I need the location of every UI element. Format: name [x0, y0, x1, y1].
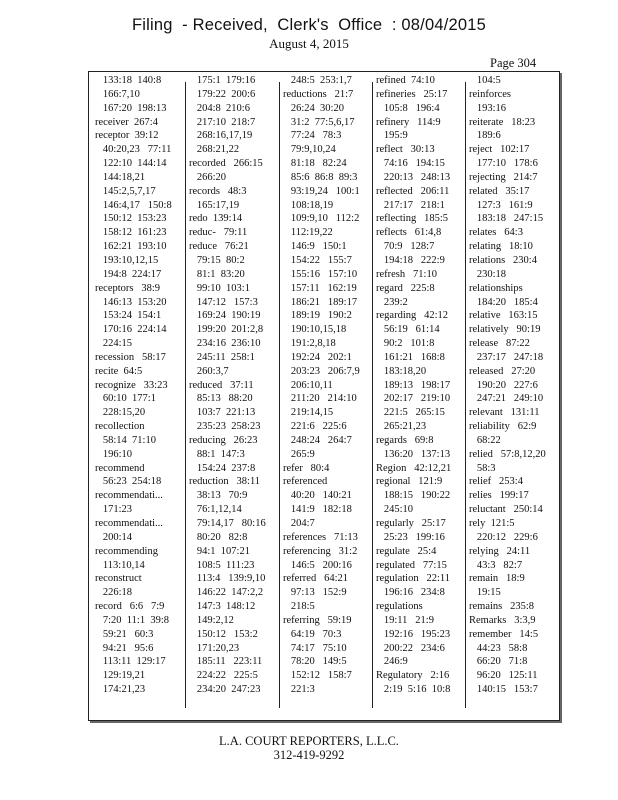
index-entry-line: reject 102:17: [469, 144, 530, 156]
index-entry-line: 189:6: [469, 130, 501, 142]
index-entry-line: 217:17 218:1: [376, 199, 445, 211]
index-entry-line: 193:16: [469, 102, 507, 114]
index-entry-line: 157:11 162:19: [283, 282, 357, 294]
index-entry-line: 81:1 83:20: [189, 268, 245, 280]
index-entry-line: 109:9,10 112:2: [283, 213, 360, 225]
index-entry-line: 146:5 200:16: [283, 559, 352, 571]
index-entry-line: 122:10 144:14: [95, 158, 167, 170]
index-entry-line: reinforces: [469, 88, 511, 100]
index-entry-line: 79:9,10,24: [283, 144, 336, 156]
index-entry-line: refresh 71:10: [376, 268, 437, 280]
index-entry-line: 220:12 229:6: [469, 531, 538, 543]
index-entry-line: 146:9 150:1: [283, 241, 347, 253]
index-entry-line: regulations: [376, 601, 423, 613]
index-entry-line: 64:19 70:3: [283, 628, 342, 640]
index-entry-line: reiterate 18:23: [469, 116, 536, 128]
index-entry-line: references 71:13: [283, 531, 358, 543]
index-entry-line: 199:20 201:2,8: [189, 324, 264, 336]
index-entry-line: 58:3: [469, 462, 496, 474]
index-entry-line: 146:4,17 150:8: [95, 199, 172, 211]
index-entry-line: 78:20 149:5: [283, 656, 347, 668]
index-entry-line: 196:10: [95, 448, 133, 460]
index-entry-line: 221:5 265:15: [376, 407, 445, 419]
index-entry-line: 146:13 153:20: [95, 296, 167, 308]
index-entry-line: 221:3: [283, 684, 315, 696]
index-entry-line: redo 139:14: [189, 213, 243, 225]
index-entry-line: 103:7 221:13: [189, 407, 256, 419]
index-entry-line: regularly 25:17: [376, 518, 446, 529]
index-entry-line: remember 14:5: [469, 628, 539, 640]
index-entry-line: 165:17,19: [189, 199, 240, 211]
filing-date: August 4, 2015: [269, 36, 349, 51]
index-entry-line: 174:21,23: [95, 684, 146, 696]
index-entry-line: 245:11 258:1: [189, 351, 255, 363]
index-entry-line: recommendati...: [95, 490, 163, 502]
index-entry-line: 161:21 168:8: [376, 351, 445, 363]
index-entry-line: 166:7,10: [95, 88, 140, 100]
index-entry-line: 230:18: [469, 268, 507, 280]
index-entry-line: 171:23: [95, 504, 133, 516]
index-entry-line: relies 199:17: [469, 490, 529, 502]
index-entry-line: 154:24 237:8: [189, 462, 256, 474]
index-entry-line: 224:15: [95, 338, 133, 350]
index-entry-line: 154:22 155:7: [283, 254, 352, 266]
index-entry-line: recession 58:17: [95, 351, 166, 363]
index-entry-line: 105:8 196:4: [376, 102, 440, 114]
index-entry-line: reluctant 250:14: [469, 504, 543, 516]
index-entry-line: 189:19 190:2: [283, 310, 352, 322]
index-entry-line: regulated 77:15: [376, 559, 447, 571]
index-entry-line: 220:13 248:13: [376, 171, 451, 183]
index-entry-line: 97:13 152:9: [283, 587, 347, 599]
index-entry-line: 203:23 206:7,9: [283, 365, 360, 377]
index-entry-line: 146:22 147:2,2: [189, 587, 264, 599]
index-entry-line: reflected 206:11: [376, 185, 450, 197]
index-entry-line: 141:9 182:18: [283, 504, 352, 516]
index-entry-line: recorded 266:15: [189, 158, 263, 170]
index-entry-line: reduced 37:11: [189, 379, 254, 391]
index-entry-line: regard 225:8: [376, 282, 435, 294]
index-entry-line: 113:10,14: [95, 559, 145, 571]
index-entry-line: 74:17 75:10: [283, 642, 347, 654]
index-entry-line: 169:24 190:19: [189, 310, 261, 322]
index-entry-line: relationships: [469, 282, 523, 294]
index-entry-line: 200:14: [95, 531, 133, 543]
index-entry-line: 104:5: [469, 75, 501, 86]
index-entry-line: recollection: [95, 421, 145, 433]
index-entry-line: 179:22 200:6: [189, 88, 256, 100]
index-entry-line: 25:23 199:16: [376, 531, 445, 543]
index-entry-line: relates 64:3: [469, 227, 523, 239]
index-entry-line: 195:9: [376, 130, 408, 142]
index-entry-line: 150:12 153:2: [189, 628, 258, 640]
index-column-2: [189, 74, 277, 697]
index-entry-line: 186:21 189:17: [283, 296, 358, 308]
index-entry-line: 196:16 234:8: [376, 587, 445, 599]
page-number: Page 304: [490, 56, 537, 70]
index-entry-line: 43:3 82:7: [469, 559, 523, 571]
index-entry-line: 248:24 264:7: [283, 434, 352, 446]
index-entry-line: 226:18: [95, 587, 133, 599]
index-entry-line: 76:1,12,14: [189, 504, 242, 516]
index-entry-line: relying 24:11: [469, 545, 531, 557]
index-entry-line: remains 235:8: [469, 601, 535, 613]
index-entry-line: referenced: [283, 476, 328, 488]
index-entry-line: 113:11 129:17: [95, 656, 166, 668]
index-entry-line: 7:20 11:1 39:8: [95, 614, 169, 626]
index-entry-line: 77:24 78:3: [283, 130, 342, 142]
index-column-5: [469, 74, 557, 697]
column-divider: [279, 82, 280, 708]
index-entry-line: 170:16 224:14: [95, 324, 167, 336]
index-entry-line: relative 163:15: [469, 310, 538, 322]
index-entry-line: 247:21 249:10: [469, 393, 544, 405]
index-entry-line: referring 59:19: [283, 614, 352, 626]
index-entry-line: 202:17 219:10: [376, 393, 451, 405]
index-entry-line: 108:5 111:23: [189, 559, 255, 571]
index-entry-line: regarding 42:12: [376, 310, 449, 322]
index-entry-line: 239:2: [376, 296, 408, 308]
index-entry-line: 183:18 247:15: [469, 213, 544, 225]
index-entry-line: 19:15: [469, 587, 501, 599]
index-entry-line: reliability 62:9: [469, 421, 537, 433]
index-entry-line: recommend: [95, 462, 145, 474]
index-entry-line: 94:21 95:6: [95, 642, 154, 654]
index-entry-line: 191:2,8,18: [283, 338, 336, 350]
index-entry-line: regulation 22:11: [376, 573, 450, 585]
index-entry-line: 206:10,11: [283, 379, 333, 391]
index-entry-line: 224:22 225:5: [189, 670, 258, 682]
index-entry-line: 59:21 60:3: [95, 628, 154, 640]
index-entry-line: 19:11 21:9: [376, 614, 434, 626]
index-entry-line: 167:20 198:13: [95, 102, 167, 114]
index-entry-line: 129:19,21: [95, 670, 146, 682]
index-entry-line: 96:20 125:11: [469, 670, 538, 682]
index-entry-line: 66:20 71:8: [469, 656, 528, 668]
index-entry-line: 112:19,22: [283, 227, 333, 239]
index-entry-line: referencing 31:2: [283, 545, 358, 557]
index-entry-line: 56:19 61:14: [376, 324, 440, 336]
index-entry-line: 38:13 70:9: [189, 490, 248, 502]
index-entry-line: 248:5 253:1,7: [283, 75, 352, 86]
index-entry-line: 147:12 157:3: [189, 296, 258, 308]
index-entry-line: receptor 39:12: [95, 130, 159, 142]
index-entry-line: 190:10,15,18: [283, 324, 347, 336]
index-entry-line: 234:20 247:23: [189, 684, 261, 696]
index-entry-line: 153:24 154:1: [95, 310, 162, 322]
index-entry-line: 147:3 148:12: [189, 601, 256, 613]
index-entry-line: 185:11 223:11: [189, 656, 263, 668]
index-entry-line: 79:15 80:2: [189, 254, 245, 266]
index-entry-line: 85:13 88:20: [189, 393, 253, 405]
index-entry-line: reconstruct: [95, 573, 142, 585]
index-entry-line: 217:10 218:7: [189, 116, 256, 128]
index-entry-line: released 27:20: [469, 365, 536, 377]
column-divider: [185, 82, 186, 708]
index-entry-line: Region 42:12,21: [376, 462, 452, 474]
index-entry-line: 140:15 153:7: [469, 684, 538, 696]
index-entry-line: 235:23 258:23: [189, 421, 261, 433]
index-entry-line: regards 69:8: [376, 434, 434, 446]
index-entry-line: rejecting 214:7: [469, 171, 538, 183]
index-entry-line: 268:21,22: [189, 144, 240, 156]
index-entry-line: 150:12 153:23: [95, 213, 167, 225]
index-entry-line: 189:13 198:17: [376, 379, 451, 391]
index-entry-line: 266:20: [189, 171, 227, 183]
index-entry-line: refineries 25:17: [376, 88, 448, 100]
index-entry-line: 2:19 5:16 10:8: [376, 684, 451, 696]
index-entry-line: 133:18 140:8: [95, 75, 162, 86]
index-entry-line: referred 64:21: [283, 573, 349, 585]
index-entry-line: 245:10: [376, 504, 414, 516]
index-entry-line: Remarks 3:3,9: [469, 614, 536, 626]
column-divider: [372, 82, 373, 708]
index-entry-line: 99:10 103:1: [189, 282, 250, 294]
court-reporter-name: L.A. COURT REPORTERS, L.L.C.: [219, 734, 399, 748]
index-entry-line: 228:15,20: [95, 407, 146, 419]
index-entry-line: receiver 267:4: [95, 116, 158, 128]
index-entry-line: refinery 114:9: [376, 116, 441, 128]
index-entry-line: 93:19,24 100:1: [283, 185, 360, 197]
index-entry-line: 26:24 30:20: [283, 102, 344, 114]
index-entry-line: 192:16 195:23: [376, 628, 451, 640]
index-entry-line: Regulatory 2:16: [376, 670, 450, 682]
index-entry-line: 136:20 137:13: [376, 448, 451, 460]
index-entry-line: 56:23 254:18: [95, 476, 162, 488]
index-entry-line: 204:7: [283, 518, 315, 529]
index-entry-line: 40:20,23 77:11: [95, 144, 172, 156]
index-entry-line: 204:8 210:6: [189, 102, 250, 114]
index-entry-line: recognize 33:23: [95, 379, 168, 391]
index-entry-line: reductions 21:7: [283, 88, 354, 100]
index-entry-line: 94:1 107:21: [189, 545, 250, 557]
index-entry-line: 184:20 185:4: [469, 296, 538, 308]
index-entry-line: 31:2 77:5,6,17: [283, 116, 355, 128]
index-entry-line: 177:10 178:6: [469, 158, 538, 170]
index-entry-line: 81:18 82:24: [283, 158, 347, 170]
index-entry-line: 40:20 140:21: [283, 490, 352, 502]
index-entry-line: 268:16,17,19: [189, 130, 253, 142]
index-entry-line: 175:1 179:16: [189, 75, 256, 86]
index-entry-line: 162:21 193:10: [95, 241, 167, 253]
index-entry-line: 171:20,23: [189, 642, 240, 654]
index-entry-line: relations 230:4: [469, 254, 537, 266]
index-entry-line: 237:17 247:18: [469, 351, 544, 363]
index-entry-line: 90:2 101:8: [376, 338, 435, 350]
index-column-4: [376, 74, 464, 697]
index-entry-line: records 48:3: [189, 185, 247, 197]
index-entry-line: 190:20 227:6: [469, 379, 538, 391]
index-entry-line: 152:12 158:7: [283, 670, 352, 682]
index-entry-line: 155:16 157:10: [283, 268, 358, 280]
index-entry-line: remain 18:9: [469, 573, 525, 585]
index-entry-line: 158:12 161:23: [95, 227, 167, 239]
filing-stamp-header: Filing - Received, Clerk's Office : 08/04/2015: [131, 16, 486, 34]
index-entry-line: regulate 25:4: [376, 545, 437, 557]
index-entry-line: 188:15 190:22: [376, 490, 451, 502]
index-entry-line: 85:6 86:8 89:3: [283, 171, 358, 183]
index-entry-line: 246:9: [376, 656, 408, 668]
index-column-1: [95, 74, 183, 697]
index-entry-line: rely 121:5: [469, 518, 515, 529]
index-entry-line: 218:5: [283, 601, 315, 613]
index-entry-line: 183:18,20: [376, 365, 427, 377]
index-entry-line: reduc- 79:11: [189, 227, 248, 239]
column-divider: [465, 82, 466, 708]
index-entry-line: recite 64:5: [95, 365, 143, 377]
index-entry-line: relevant 131:11: [469, 407, 540, 419]
index-entry-line: 70:9 128:7: [376, 241, 435, 253]
index-entry-line: 108:18,19: [283, 199, 334, 211]
index-entry-line: reduce 76:21: [189, 241, 249, 253]
index-entry-line: recommending: [95, 545, 158, 557]
index-entry-line: 88:1 147:3: [189, 448, 245, 460]
index-entry-line: 68:22: [469, 434, 501, 446]
index-entry-line: reflects 61:4,8: [376, 227, 442, 239]
index-entry-line: relating 18:10: [469, 241, 533, 253]
index-entry-line: refer 80:4: [283, 462, 330, 474]
index-entry-line: 221:6 225:6: [283, 421, 347, 433]
index-entry-line: 144:18,21: [95, 171, 146, 183]
index-entry-line: 193:10,12,15: [95, 254, 159, 266]
index-entry-line: reduction 38:11: [189, 476, 261, 488]
index-entry-line: record 6:6 7:9: [95, 601, 165, 613]
index-entry-line: 265:9: [283, 448, 315, 460]
index-entry-line: regional 121:9: [376, 476, 443, 488]
index-entry-line: 192:24 202:1: [283, 351, 352, 363]
index-entry-line: 145:2,5,7,17: [95, 185, 156, 197]
index-entry-line: 200:22 234:6: [376, 642, 445, 654]
index-entry-line: release 87:22: [469, 338, 530, 350]
index-entry-line: 211:20 214:10: [283, 393, 357, 405]
index-entry-line: refined 74:10: [376, 75, 435, 86]
index-entry-line: 60:10 177:1: [95, 393, 156, 405]
index-entry-line: receptors 38:9: [95, 282, 161, 294]
index-entry-line: 149:2,12: [189, 614, 234, 626]
index-entry-line: 127:3 161:9: [469, 199, 533, 211]
index-entry-line: 79:14,17 80:16: [189, 518, 266, 529]
index-entry-line: 265:21,23: [376, 421, 427, 433]
index-entry-line: 113:4 139:9,10: [189, 573, 266, 585]
index-entry-line: 234:16 236:10: [189, 338, 261, 350]
index-entry-line: 58:14 71:10: [95, 434, 156, 446]
index-entry-line: reducing 26:23: [189, 434, 258, 446]
index-entry-line: related 35:17: [469, 185, 530, 197]
index-entry-line: 194:8 224:17: [95, 268, 162, 280]
index-entry-line: 219:14,15: [283, 407, 334, 419]
index-entry-line: 80:20 82:8: [189, 531, 248, 543]
index-entry-line: recommendati...: [95, 518, 163, 529]
index-column-3: [283, 74, 371, 697]
index-entry-line: 194:18 222:9: [376, 254, 445, 266]
index-entry-line: reflecting 185:5: [376, 213, 449, 225]
index-entry-line: reflect 30:13: [376, 144, 435, 156]
index-entry-line: 74:16 194:15: [376, 158, 445, 170]
index-entry-line: relied 57:8,12,20: [469, 448, 546, 460]
index-entry-line: relief 253:4: [469, 476, 523, 488]
index-entry-line: 260:3,7: [189, 365, 229, 377]
index-entry-line: relatively 90:19: [469, 324, 541, 336]
index-entry-line: 44:23 58:8: [469, 642, 528, 654]
court-reporter-phone: 312-419-9292: [273, 748, 345, 762]
